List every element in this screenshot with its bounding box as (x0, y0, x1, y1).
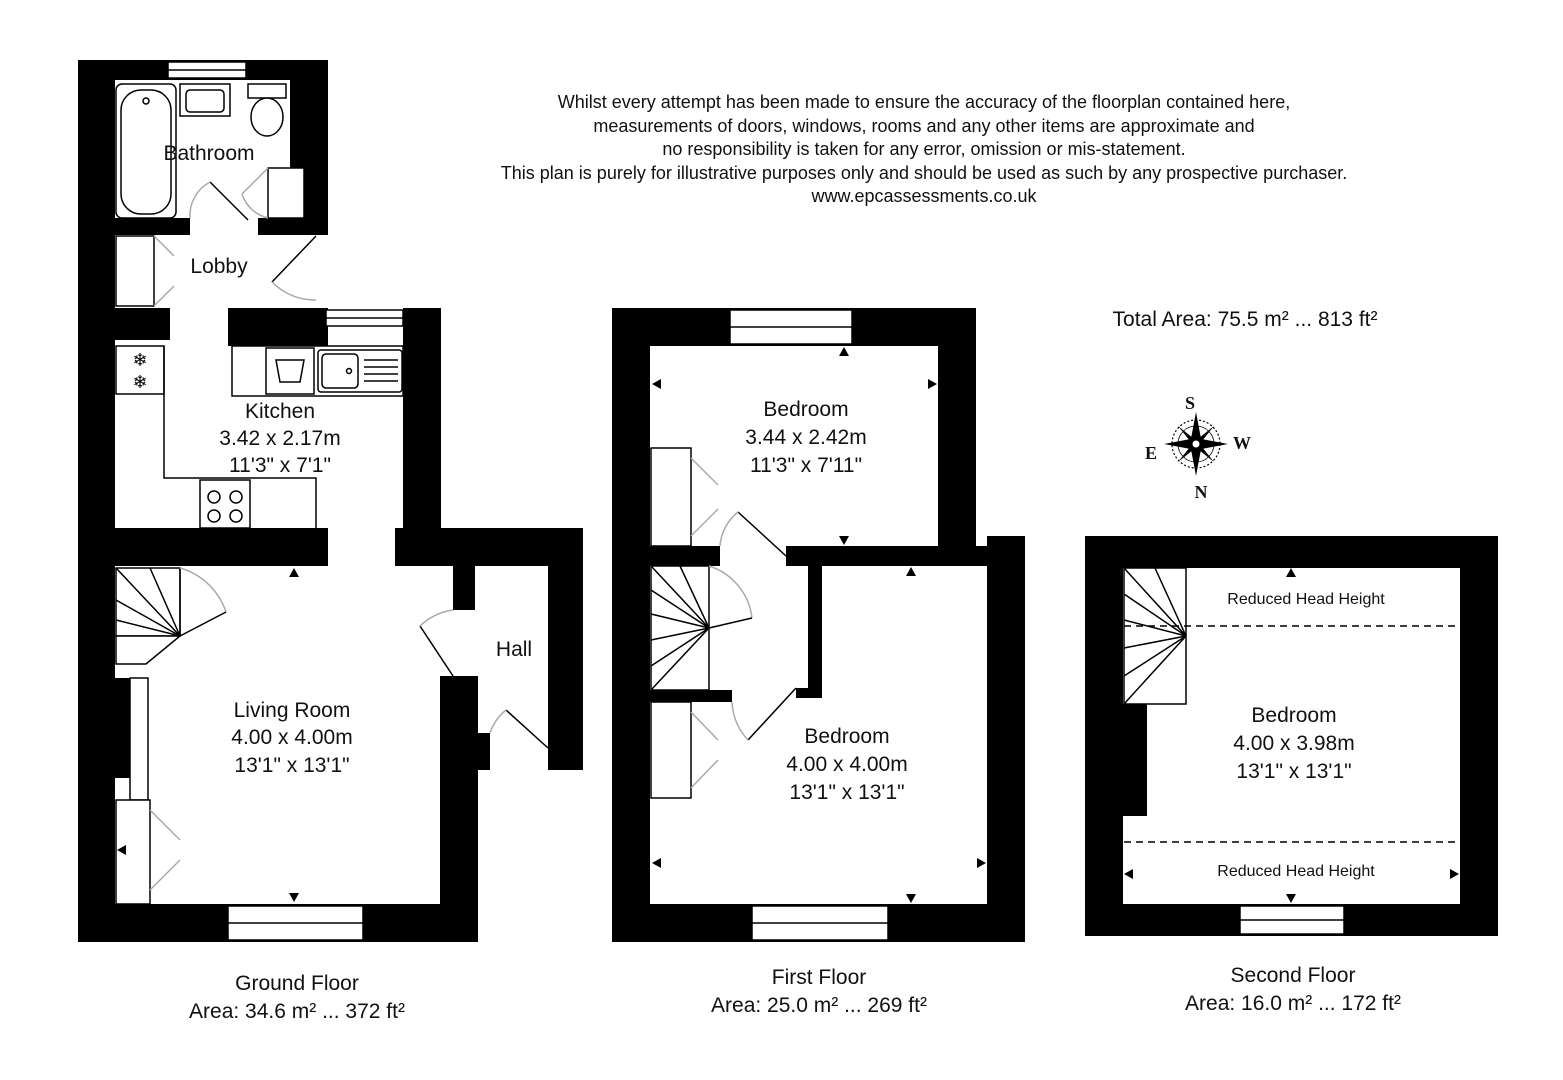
second-bedroom-metric: 4.00 x 3.98m (1233, 732, 1355, 755)
disclaimer (424, 91, 1424, 209)
disclaimer-line-1: Whilst every attempt has been made to ensure the accuracy of the floorplan contained here, (557, 92, 1291, 112)
compass-rose-icon (1145, 393, 1251, 502)
second-bedroom-label: Bedroom (1251, 704, 1337, 727)
first-floor-plan (612, 308, 1025, 942)
svg-text:❄: ❄ (132, 372, 148, 392)
kitchen-metric: 3.42 x 2.17m (219, 427, 341, 450)
living-room-label: Living Room (233, 699, 351, 722)
first-bedroom-small-label: Bedroom (763, 398, 849, 421)
compass-west: W (1233, 433, 1251, 453)
compass-east: E (1144, 443, 1158, 463)
disclaimer-website: www.epcassessments.co.uk (811, 186, 1037, 206)
second-floor-caption (1143, 962, 1443, 1018)
disclaimer-line-2: measurements of doors, windows, rooms and any other items are approximate and (593, 115, 1255, 136)
ground-floor-caption (147, 970, 447, 1026)
first-floor-title: First Floor (771, 966, 867, 989)
ground-floor-area: Area: 34.6 m² ... 372 ft² (189, 1000, 405, 1023)
hall-label: Hall (495, 638, 533, 661)
first-floor-doors (720, 512, 796, 740)
bathroom-label: Bathroom (163, 142, 255, 165)
second-floor-plan (1085, 536, 1498, 936)
second-floor-window (1240, 906, 1344, 934)
second-floor-area: Area: 16.0 m² ... 172 ft² (1185, 992, 1401, 1015)
first-floor-fixtures (651, 448, 752, 798)
compass-south: S (1184, 393, 1196, 413)
svg-text:❄: ❄ (132, 350, 148, 370)
first-bedroom-small-metric: 3.44 x 2.42m (745, 426, 867, 449)
disclaimer-line-4: This plan is purely for illustrative purposes only and should be used as such by any prospective purchaser. (500, 162, 1348, 183)
ground-floor-fixtures (116, 84, 403, 904)
first-floor-caption (669, 964, 969, 1020)
living-room-imperial: 13'1" x 13'1" (234, 754, 350, 777)
compass-north: N (1194, 482, 1208, 502)
first-bedroom-large-label: Bedroom (804, 725, 890, 748)
reduced-head-height-bottom: Reduced Head Height (1217, 863, 1375, 880)
total-area: Total Area: 75.5 m² ... 813 ft² (1112, 308, 1378, 331)
lobby-label: Lobby (190, 255, 248, 278)
kitchen-imperial: 11'3" x 7'1" (229, 454, 331, 477)
ground-floor-title: Ground Floor (235, 972, 359, 995)
first-bedroom-large-imperial: 13'1" x 13'1" (789, 781, 905, 804)
disclaimer-line-3: no responsibility is taken for any error, omission or mis-statement. (662, 139, 1186, 159)
second-bedroom-imperial: 13'1" x 13'1" (1236, 760, 1352, 783)
first-bedroom-small-imperial: 11'3" x 7'11" (749, 454, 863, 477)
second-floor-title: Second Floor (1230, 964, 1356, 987)
first-floor-area: Area: 25.0 m² ... 269 ft² (711, 994, 927, 1017)
living-room-metric: 4.00 x 4.00m (231, 726, 353, 749)
kitchen-label: Kitchen (244, 400, 316, 423)
reduced-head-height-top: Reduced Head Height (1227, 591, 1385, 608)
first-bedroom-large-metric: 4.00 x 4.00m (786, 753, 908, 776)
